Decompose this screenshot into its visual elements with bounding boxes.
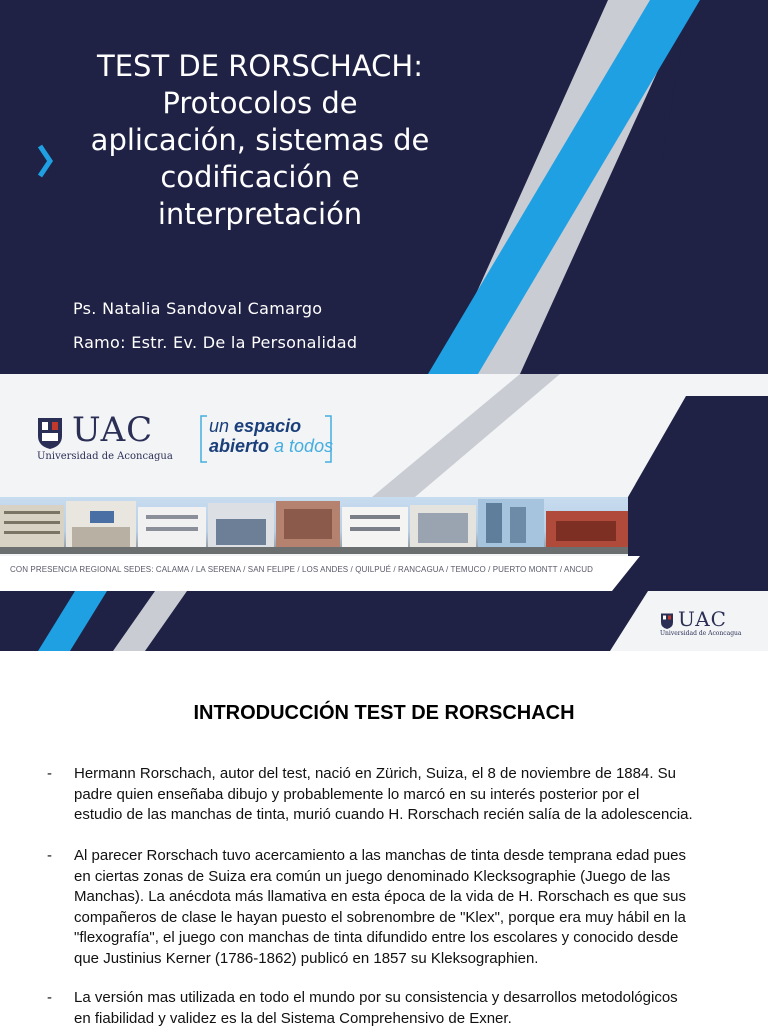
chevron-right-icon: [34, 142, 56, 180]
slogan-word: a todos: [274, 436, 333, 456]
blue-stripe: [428, 0, 700, 374]
campus-photo-strip: [0, 497, 628, 554]
paragraph-text: [74, 846, 727, 969]
text-line: en fiabilidad y validez es la del Sistema Comprehensivo de Exner.: [74, 1009, 727, 1029]
title-line: codificación e: [60, 159, 460, 196]
text-line: "flexografía", el juego con manchas de tinta difundido entre los escolares y conocido desde: [74, 928, 727, 949]
title-line: interpretación: [60, 196, 460, 233]
bullet-dash: -: [47, 764, 52, 785]
text-line: Hermann Rorschach, autor del test, nació en Zürich, Suiza, el 8 de noviembre de 1884. Su: [74, 764, 727, 785]
bullet-paragraph: [47, 764, 727, 826]
text-line: estudio de las manchas de tinta, murió cuando H. Rorschach recién salía de la adolescencia.: [74, 805, 727, 826]
logo-subtitle: Universidad de Aconcagua: [37, 451, 173, 462]
title-line: Protocolos de: [60, 85, 460, 122]
bullet-dash: -: [47, 846, 52, 867]
paragraph-text: [74, 764, 727, 826]
bullet-paragraph: [47, 988, 727, 1029]
slide-title: [60, 48, 460, 233]
crest-icon: [36, 416, 64, 450]
text-line: Manchas). La anécdota más llamativa en esta época de la vida de H. Rorschach es que sus: [74, 887, 727, 908]
text-line: en ciertas zonas de Suiza era común un juego denominado Klecksographie (Juego de las: [74, 867, 727, 888]
uac-logo: [36, 414, 176, 466]
regional-sedes: CON PRESENCIA REGIONAL SEDES: CALAMA / LA SERENA / SAN FELIPE / LOS ANDES / QUILPUÉ / RANCAGUA / TEMUCO / PUERTO MONTT / ANCUD: [10, 565, 593, 574]
campus-buildings-image: [0, 497, 628, 554]
text-line: padre quien enseñaba dibujo y probablemente lo marcó en su interés posterior por el: [74, 785, 727, 806]
course-name: Ramo: Estr. Ev. De la Personalidad: [73, 333, 357, 352]
slogan-word: un: [209, 416, 229, 436]
slogan-line-1: [209, 416, 301, 437]
slogan-line-2: [209, 436, 333, 457]
bullet-paragraph: [47, 846, 727, 969]
crest-icon: [660, 612, 674, 630]
paragraph-text: [74, 988, 727, 1029]
logo-text: UAC: [678, 607, 727, 631]
text-line: compañeros de clase le hayan puesto el sobrenombre de "Klex", porque era muy hábil en la: [74, 908, 727, 929]
author-name: Ps. Natalia Sandoval Camargo: [73, 299, 322, 318]
title-line: aplicación, sistemas de: [60, 122, 460, 159]
footer-uac-logo: [660, 610, 740, 644]
slogan-logo: [199, 414, 333, 464]
logo-text: UAC: [72, 410, 153, 450]
text-line: Al parecer Rorschach tuvo acercamiento a las manchas de tinta desde temprana edad pues: [74, 846, 727, 867]
slogan-word-bold: espacio: [234, 416, 301, 436]
slogan-word-bold: abierto: [209, 436, 269, 456]
logo-subtitle: Universidad de Aconcagua: [660, 630, 742, 637]
title-line: TEST DE RORSCHACH:: [60, 48, 460, 85]
text-line: La versión mas utilizada en todo el mundo por su consistencia y desarrollos metodológicos: [74, 988, 727, 1009]
text-line: que Justinius Kerner (1786-1862) publicó en 1857 su Kleksographien.: [74, 949, 727, 970]
document-heading: INTRODUCCIÓN TEST DE RORSCHACH: [0, 702, 768, 725]
bullet-dash: -: [47, 988, 52, 1009]
